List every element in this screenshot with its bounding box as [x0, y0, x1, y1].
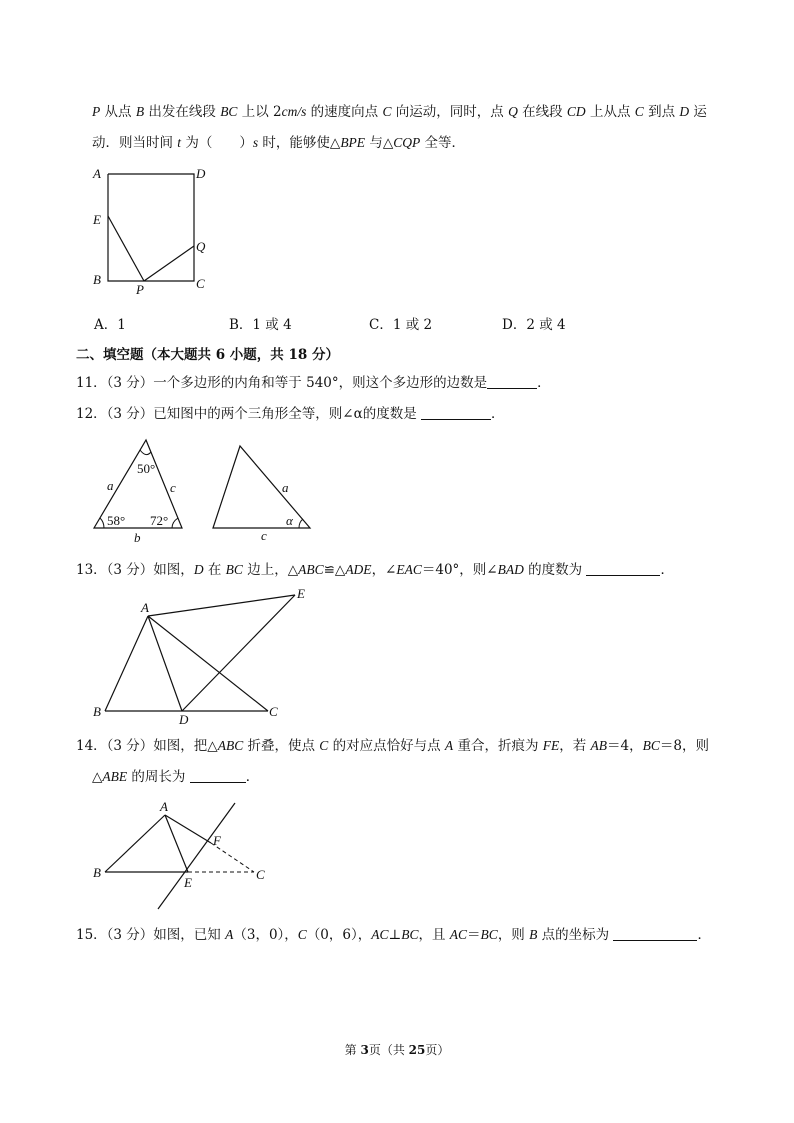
q10-text: 从点 — [100, 104, 136, 120]
q14-answer-blank[interactable] — [190, 769, 246, 783]
q11-end: ． — [537, 375, 551, 391]
segment-ep — [108, 216, 144, 281]
q13-answer-blank[interactable] — [586, 562, 660, 576]
q14-text: ABE — [102, 769, 128, 784]
q10-text: CD — [566, 104, 586, 119]
q14-text: ，若 — [559, 738, 591, 754]
q13-text: ABC — [298, 562, 324, 577]
q15-end: ． — [697, 927, 711, 943]
q13-text: 的度数为 — [523, 562, 587, 578]
q14-text: 14．（3 分）如图，把△ — [76, 738, 218, 754]
label-b: B — [93, 865, 101, 880]
q12-triangles-figure — [88, 434, 328, 548]
label-d: D — [179, 712, 189, 727]
q10-text: 全等． — [420, 135, 466, 151]
q11-line — [76, 374, 551, 392]
q10-text: C — [382, 104, 392, 119]
option-c[interactable]: C．1 或 2 — [369, 317, 433, 333]
footer-text: 页） — [425, 1043, 450, 1057]
q13-text: ≌△ — [323, 562, 346, 578]
label-c: C — [269, 704, 278, 719]
footer-text: 页（共 — [368, 1043, 409, 1057]
q10-text: D — [679, 104, 690, 119]
q15-text: 点的坐标为 — [537, 927, 614, 943]
q12-line — [76, 405, 505, 423]
q14-text: C — [319, 738, 329, 753]
q12-answer-blank[interactable] — [421, 406, 491, 420]
segment-ab — [105, 815, 165, 872]
q10-text: t — [177, 135, 182, 150]
q15-text: A — [225, 927, 234, 942]
q14-text: △ — [92, 769, 103, 785]
page-total: 25 — [408, 1043, 426, 1057]
q10-text: C — [634, 104, 644, 119]
q14-text: FE — [542, 738, 560, 753]
segment-ae — [165, 815, 188, 872]
side-label-b: b — [134, 530, 141, 545]
q13-text: EAC — [396, 562, 422, 577]
angle-label-alpha: α — [286, 513, 293, 528]
q15-text: ，且 — [418, 927, 450, 943]
q10-text: 上以 2 — [237, 104, 282, 120]
label-b: B — [93, 272, 101, 287]
angle-label-72: 72° — [150, 513, 169, 528]
q10-text: B — [135, 104, 145, 119]
fold-line-fe — [158, 803, 235, 909]
q10-text: 在线段 — [517, 104, 567, 120]
q13-text: ＝40°，则∠ — [421, 562, 498, 578]
q15-text: AC — [371, 927, 389, 942]
label-a: A — [93, 166, 101, 181]
label-p: P — [136, 282, 144, 297]
triangle-2 — [213, 446, 310, 528]
page-footer — [0, 1041, 794, 1058]
angle-arc-alpha — [299, 519, 303, 528]
q14-text: ＝8，则 — [659, 738, 709, 754]
angle-arc-left — [100, 518, 104, 528]
q13-text: BC — [225, 562, 243, 577]
segment-ae — [148, 595, 295, 616]
q14-folding-figure — [88, 795, 278, 915]
q10-text: Q — [508, 104, 518, 119]
segment-ad — [148, 616, 182, 711]
q13-text: 在 — [203, 562, 226, 578]
q15-text: B — [529, 927, 538, 942]
angle-arc-right — [172, 518, 178, 528]
q13-congruent-figure — [88, 584, 328, 726]
q14-text: AB — [590, 738, 608, 753]
angle-label-58: 58° — [107, 513, 126, 528]
label-a: A — [160, 799, 168, 814]
q14-text: 重合，折痕为 — [453, 738, 543, 754]
q13-text: BAD — [497, 562, 524, 577]
footer-text: 第 — [344, 1043, 361, 1057]
q10-text: 出发在线段 — [144, 104, 221, 120]
q15-text: 15．（3 分）如图，已知 — [76, 927, 226, 943]
q10-text: BPE — [340, 135, 366, 150]
q13-text: 边上，△ — [242, 562, 299, 578]
q14-end: ． — [245, 769, 260, 785]
q15-text: ＝ — [467, 927, 481, 943]
q15-text: BC — [480, 927, 498, 942]
q15-text: ，则 — [497, 927, 530, 943]
option-a[interactable]: A．1 — [94, 317, 126, 333]
section-title: 二、填空题（本大题共 6 小题，共 18 分） — [76, 347, 339, 363]
q10-text: s — [252, 135, 259, 150]
page-number: 3 — [360, 1043, 369, 1057]
q10-line-1 — [92, 103, 707, 121]
q12-end: ． — [491, 406, 505, 422]
q10-text: P — [92, 104, 101, 119]
q10-text: 向运动，同时，点 — [391, 104, 509, 120]
q15-line — [76, 926, 711, 944]
side-label-c-2: c — [261, 528, 267, 543]
option-b[interactable]: B．1 或 4 — [229, 317, 292, 333]
angle-arc-top — [140, 450, 151, 455]
q15-text: AC — [449, 927, 468, 942]
q10-rectangle-figure — [88, 162, 218, 297]
q14-text: 的周长为 — [127, 769, 190, 785]
q10-line-2 — [92, 134, 465, 152]
q10-text: 与△ — [365, 135, 394, 151]
q10-text: CQP — [393, 135, 421, 150]
q10-text: 动．则当时间 — [92, 135, 178, 151]
segment-ab — [105, 616, 148, 711]
q15-answer-blank[interactable] — [613, 927, 697, 941]
label-d: D — [196, 166, 206, 181]
rectangle-abcd — [108, 174, 194, 281]
q15-text: ⊥ — [388, 927, 402, 943]
q12-text: 12．（3 分）已知图中的两个三角形全等，则∠α的度数是 — [76, 406, 422, 422]
q10-text: 运 — [689, 104, 707, 120]
label-f: F — [213, 833, 221, 848]
q14-text: 折叠，使点 — [243, 738, 320, 754]
label-q: Q — [196, 239, 206, 254]
q11-text: 11．（3 分）一个多边形的内角和等于 540°，则这个多边形的边数是 — [76, 375, 488, 391]
q13-text: 13．（3 分）如图， — [76, 562, 194, 578]
segment-ac — [148, 616, 268, 711]
q10-text: cm/s — [281, 104, 307, 119]
label-b: B — [93, 704, 101, 719]
label-a: A — [141, 600, 149, 615]
q10-text: 为（ ） — [181, 135, 253, 151]
q14-line-1 — [76, 737, 709, 755]
q10-text: 的速度向点 — [306, 104, 383, 120]
q14-line-2 — [92, 768, 259, 786]
q10-text: 上从点 — [585, 104, 635, 120]
label-c: C — [256, 867, 265, 882]
q14-text: ＝4， — [607, 738, 643, 754]
q11-answer-blank[interactable] — [487, 375, 537, 389]
option-d[interactable]: D．2 或 4 — [502, 317, 566, 333]
q13-text: D — [193, 562, 204, 577]
label-c: C — [196, 276, 205, 291]
q15-text: BC — [401, 927, 419, 942]
q14-text: BC — [642, 738, 660, 753]
q13-end: ． — [660, 562, 674, 578]
q15-text: C — [297, 927, 307, 942]
segment-af — [165, 815, 211, 843]
segment-pq — [144, 246, 194, 281]
q14-text: ABC — [217, 738, 244, 753]
angle-label-50: 50° — [137, 461, 156, 476]
side-label-a: a — [107, 478, 114, 493]
q10-text: BC — [220, 104, 238, 119]
q14-text: A — [444, 738, 454, 753]
q15-text: （0，6）， — [306, 927, 372, 943]
q15-text: （3，0）， — [233, 927, 298, 943]
label-e: E — [184, 875, 192, 890]
q14-text: 的对应点恰好与点 — [328, 738, 445, 754]
segment-de — [182, 595, 295, 711]
q13-line — [76, 561, 674, 579]
side-label-a-2: a — [282, 480, 289, 495]
q13-text: ，∠ — [371, 562, 397, 578]
label-e: E — [297, 586, 305, 601]
q10-text: 时，能够使△ — [258, 135, 341, 151]
side-label-c: c — [170, 480, 176, 495]
label-e: E — [93, 212, 101, 227]
q10-text: 到点 — [643, 104, 680, 120]
q13-text: ADE — [345, 562, 372, 577]
